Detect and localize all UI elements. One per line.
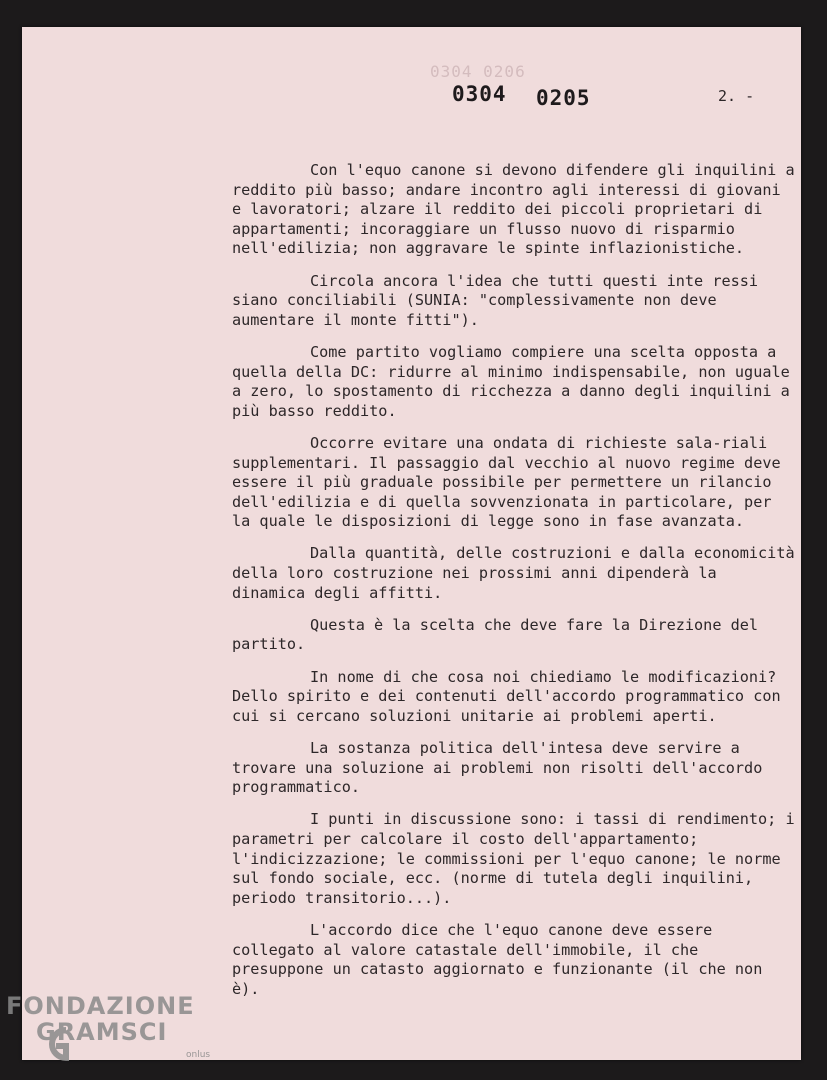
document-body [232, 161, 797, 1012]
page-number: 2. - [718, 87, 755, 105]
paragraph-1: Con l'equo canone si devono difendere gli inquilini a reddito più basso; andare incontro agli interessi di giovani e lavoratori; alzare il reddito dei piccoli proprietari di appartamenti; incoraggiare un flusso nuovo di risparmio nell'edilizia; non aggravare le spinte inflazionistiche. [232, 161, 795, 258]
paragraph-5: Dalla quantità, delle costruzioni e dalla economicità della loro costruzione nei prossimi anni dipenderà la dinamica degli affitti. [232, 544, 795, 602]
paragraph-9: I punti in discussione sono: i tassi di rendimento; i parametri per calcolare il costo dell'appartamento; l'indicizzazione; le commissioni per l'equo canone; le norme sul fondo sociale, ecc. (norme di tutela degli inquilini, periodo transitorio...). [232, 810, 795, 907]
paragraph-6: Questa è la scelta che deve fare la Direzione del partito. [232, 615, 759, 654]
gramsci-logo-icon [36, 1012, 76, 1072]
stamp-number-left: 0304 [452, 82, 507, 106]
paragraph-4: Occorre evitare una ondata di richieste sala-riali supplementari. Il passaggio dal vecchio al nuovo regime deve essere il più graduale possibile per permettere un rilancio dell'edilizia e di quella sovvenzionata in particolare, per la quale le disposizioni di legge sono in fase avanzata. [232, 433, 781, 531]
paragraph-3: Come partito vogliamo compiere una scelta opposta a quella della DC: ridurre al minimo indispensabile, non uguale a zero, lo spostamento di ricchezza a danno degli inquilini a più basso reddito. [232, 342, 790, 420]
document-page [22, 27, 801, 1060]
watermark-line2: GRAMSCI [36, 1018, 168, 1046]
fondazione-gramsci-watermark [6, 992, 211, 1060]
watermark-line1: FONDAZIONE [6, 992, 195, 1020]
bleed-through-text: 0304 0206 [430, 62, 526, 81]
paragraph-8: La sostanza politica dell'intesa deve servire a trovare una soluzione ai problemi non risolti dell'accordo programmatico. [232, 739, 763, 797]
paragraph-10: L'accordo dice che l'equo canone deve essere collegato al valore catastale dell'immobile, il che presuppone un catasto aggiornato e funzionante (il che non è). [232, 920, 763, 998]
watermark-line3: onlus [186, 1050, 211, 1060]
stamp-number-right: 0205 [536, 86, 591, 110]
paragraph-2: Circola ancora l'idea che tutti questi inte ressi siano conciliabili (SUNIA: "complessivamente non deve aumentare il monte fitti"). [232, 271, 759, 329]
paragraph-7: In nome di che cosa noi chiediamo le modificazioni? Dello spirito e dei contenuti dell'accordo programmatico con cui si cercano soluzioni unitarie ai problemi aperti. [232, 667, 781, 725]
